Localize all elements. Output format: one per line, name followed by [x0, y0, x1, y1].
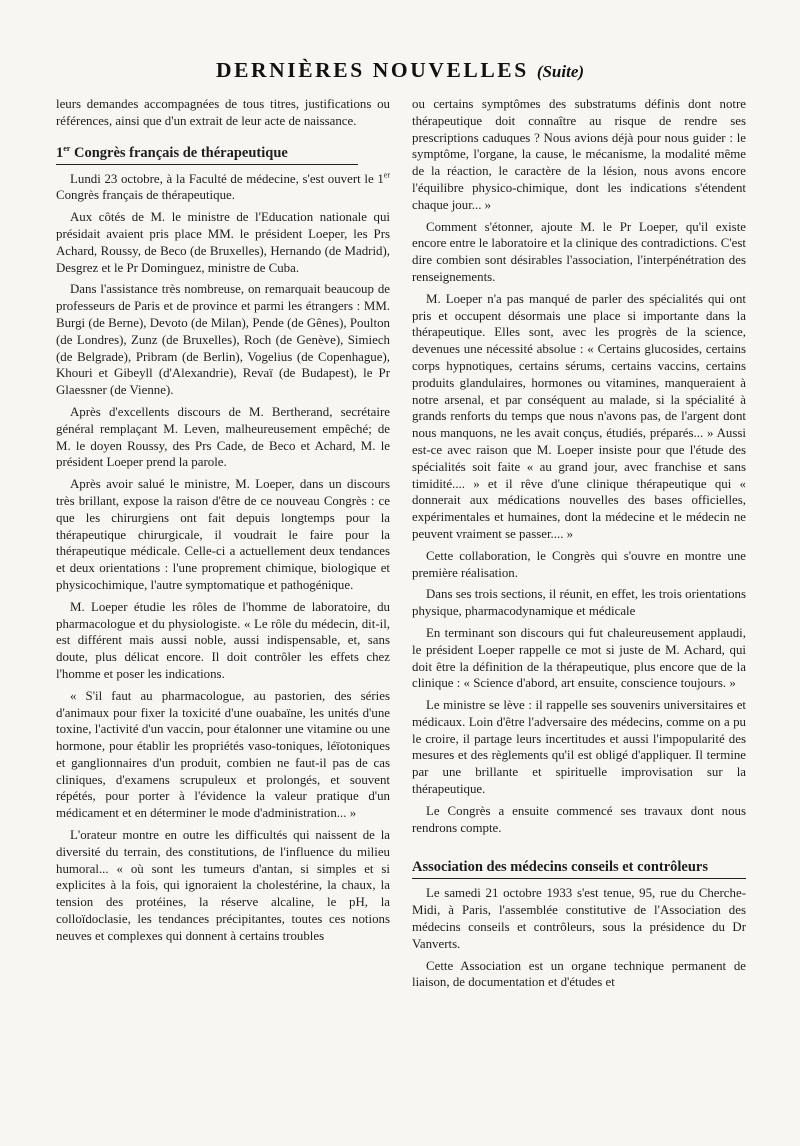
- paragraph: Comment s'étonner, ajoute M. le Pr Loeper, qu'il existe encore entre le laboratoire et la clinique des contradictions. C'est dire combien sont désirables l'association, l'interpénétration des renseignements.: [412, 219, 746, 284]
- paragraph: Dans ses trois sections, il réunit, en effet, les trois orientations physique, pharmacodynamique et médicale: [412, 587, 746, 619]
- paragraph: Le ministre se lève : il rappelle ses souvenirs universitaires et médicaux. Loin d'être l'adversaire des médecins, comme on a pu le croire, il partage leurs incertitudes et aussi l'impopularité des mesures et des règlements qu'il est obligé d'appliquer. Il termine par une brillante et spirituelle improvisation sur la thérapeutique.: [412, 698, 746, 797]
- section-title-congres: [56, 144, 358, 165]
- paragraph: L'orateur montre en outre les difficultés qui naissent de la diversité du terrain, des constitutions, de l'influence du milieu humoral... « où sont les tumeurs d'antan, si simples et si explicites à la fois, qui ignoraient la cholestérine, la chaux, la tension des protéines, la réserve alcaline, le pH, la colloïdoclasie, les tendances précipitantes, toutes ces notions neuves et complexes qui donnent à certains troubles: [56, 828, 390, 943]
- section-title-text: Congrès français de thérapeutique: [70, 144, 288, 161]
- paragraph: « S'il faut au pharmacologue, au pastorien, des séries d'animaux pour fixer la toxicité d'une ouabaïne, les unités d'une toxine, l'activité d'un vaccin, pour étalonner une vitamine ou une hormone, pour établir les propriétés vaso-toniques, léïotoniques et ganglionnaires d'un produit, combien ne faut-il pas de cas cliniques, d'examens scrupuleux et prolongés, et souvent répétés, pour porter à l'évidence la valeur pratique d'un médicament et en déterminer le mode d'administration... »: [56, 688, 390, 821]
- paragraph: Dans l'assistance très nombreuse, on remarquait beaucoup de professeurs de Paris et de province et parmi les étrangers : MM. Burgi (de Berne), Devoto (de Milan), Pende (de Gênes), Poulton (de Londres), Zunz (de Bruxelles), Roch (de Genève), Simiech (de Belgrade), Pribram (de Berlin), Vogelius (de Copenhague), Khouri et Gibeyll (d'Alexandrie), Revaï (de Budapest), le Pr Glaessner (de Vienne).: [56, 282, 390, 398]
- page-title-text: DERNIÈRES NOUVELLES: [215, 58, 529, 82]
- paragraph: Cette Association est un organe technique permanent de liaison, de documentation et d'études et: [412, 958, 746, 990]
- paragraph-text: Lundi 23 octobre, à la Faculté de médecine, s'est ouvert le 1: [70, 171, 384, 186]
- section-title-number: 1: [56, 144, 64, 161]
- paragraph: Aux côtés de M. le ministre de l'Education nationale qui présidait avaient pris place MM. le président Loeper, les Prs Achard, Roussy, de Beco (de Bruxelles), Hernando (de Madrid), Desgrez et le Pr Dominguez, ministre de Cuba.: [56, 210, 390, 275]
- page-title: [0, 58, 800, 83]
- paragraph: [56, 171, 390, 205]
- paragraph: En terminant son discours qui fut chaleureusement applaudi, le président Loeper rappelle ce mot si juste de M. Achard, qui doit être la définition de la thérapeutique, plus encore que de la clinique : « Science d'abord, art ensuite, conscience toujours. »: [412, 625, 746, 691]
- paragraph-text: Congrès français de thérapeutique.: [56, 188, 235, 203]
- paragraph: M. Loeper n'a pas manqué de parler des spécialités qui ont pris et occupent désormais une place si importante dans la thérapeutique. Elles sont, avec les progrès de la science, devenues une nécessité absolue : « Certains glucosides, certains corps hypnotiques, certains sérums, certains vaccins, certains produits glandulaires, hormones ou vitamines, manqueraient à notre arsenal, et par conséquent au malade, si la spécialité à grands renforts du temps que nous n'avons pas, de l'argent dont nous manquons, ne les avait conçus, étudiés, préparés... » Aussi est-ce avec raison que M. Loeper insiste pour que l'étude des spécialités soit faite « au grand jour, avec franchise et sans timidité.... » et il rêve d'une clinique thérapeutique qui « donnerait aux médications nouvelles des bases officielles, expérimentales et humaines, dont la médecine et le médecin ne peuvent vraiment se passer.... »: [412, 291, 746, 541]
- paragraph: Le samedi 21 octobre 1933 s'est tenue, 95, rue du Cherche-Midi, à Paris, l'assemblée constitutive de l'Association des médecins conseils et contrôleurs, sous la présidence du Dr Vanverts.: [412, 886, 746, 951]
- paragraph-continued: ou certains symptômes des substratums définis dont notre thérapeutique doit connaître au risque de rendre ses prescriptions caduques ? Nous avions déjà pour nous guider : le symptôme, l'organe, la cause, le mécanisme, la modalité même de la réaction, le caractère de la lésion, nous avons encore l'équilibre physico-chimique, dont les indications s'étendent chaque jour... »: [412, 97, 746, 212]
- section-title-association: Association des médecins conseils et contrôleurs: [412, 858, 746, 879]
- right-column: [412, 96, 746, 996]
- paragraph: M. Loeper étudie les rôles de l'homme de laboratoire, du pharmacologue et du physiologiste. « Le rôle du médecin, dit-il, est différent mais aussi noble, aussi indispensable, et, sans doute, plus délicat encore. Il doit contrôler les effets chez l'homme et poser les indications.: [56, 599, 390, 681]
- left-column: [56, 96, 390, 950]
- paragraph: Après d'excellents discours de M. Bertherand, secrétaire général remplaçant M. Leven, malheureusement empêché; de M. le doyen Roussy, des Prs Cade, de Beco et Achard, M. le président Loeper prend la parole.: [56, 404, 390, 470]
- paragraph: Le Congrès a ensuite commencé ses travaux dont nous rendrons compte.: [412, 803, 746, 835]
- ordinal-sup: er: [383, 170, 390, 180]
- intro-paragraph: leurs demandes accompagnées de tous titres, justifications ou références, ainsi que d'un extrait de leur acte de naissance.: [56, 97, 390, 128]
- paragraph: Cette collaboration, le Congrès qui s'ouvre en montre une première réalisation.: [412, 548, 746, 580]
- page-title-suite: (Suite): [536, 62, 585, 81]
- paragraph: Après avoir salué le ministre, M. Loeper, dans un discours très brillant, expose la raison d'être de ce nouveau Congrès : ce que les chirurgiens ont fait depuis longtemps pour la thérapeutique chirurgicale, il voudrait le faire pour la thérapeutique médicale. Celle-ci a actuellement deux tendances et deux orientations : l'une proprement chimique, biologique et physicochimique, l'autre symptomatique et pathogénique.: [56, 477, 390, 592]
- section-title-ordinal: er: [63, 143, 71, 153]
